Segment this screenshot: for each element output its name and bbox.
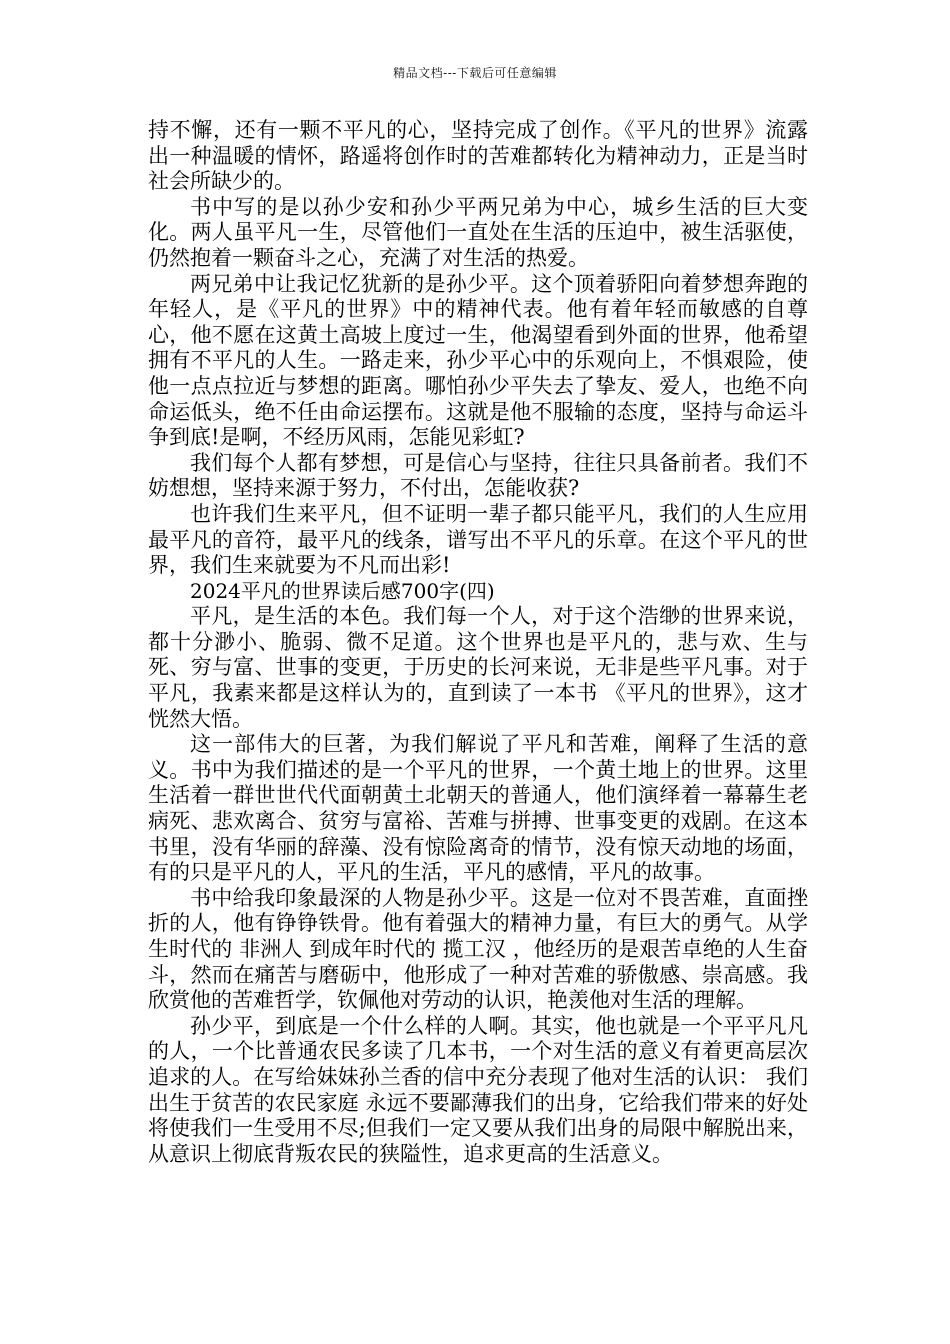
paragraph: 书中写的是以孙少安和孙少平两兄弟为中心，城乡生活的巨大变化。两人虽平凡一生，尽管他们一直处在生活的压迫中，被生活驱使，仍然抱着一颗奋斗之心，充满了对生活的热爱。 bbox=[148, 194, 808, 270]
document-body bbox=[148, 118, 808, 1167]
paragraph: 孙少平，到底是一个什么样的人啊。其实，他也就是一个平平凡凡的人，一个比普通农民多读了几本书，一个对生活的意义有着更高层次追求的人。在写给妹妹孙兰香的信中充分表现了他对生活的认识： 我们出生于贫苦的农民家庭 永远不要鄙薄我们的出身，它给我们带来的好处将使我们一生受用不尽;但我们一定又要从我们出身的局限中解脱出来，从意识上彻底背叛农民的狭隘性，追求更高的生活意义。 bbox=[148, 1013, 808, 1166]
paragraph: 两兄弟中让我记忆犹新的是孙少平。这个顶着骄阳向着梦想奔跑的年轻人，是《平凡的世界》中的精神代表。他有着年轻而敏感的自尊心，他不愿在这黄土高坡上度过一生，他渴望看到外面的世界，他希望拥有不平凡的人生。一路走来，孙少平心中的乐观向上，不惧艰险，使他一点点拉近与梦想的距离。哪怕孙少平失去了挚友、爱人，也绝不向命运低头，绝不任由命运摆布。这就是他不服输的态度，坚持与命运斗争到底!是啊，不经历风雨，怎能见彩虹? bbox=[148, 271, 808, 450]
paragraph: 这一部伟大的巨著，为我们解说了平凡和苦难，阐释了生活的意义。书中为我们描述的是一个平凡的世界，一个黄土地上的世界。这里生活着一群世世代代面朝黄土北朝天的普通人，他们演绎着一幕幕生老病死、悲欢离合、贫穷与富裕、苦难与拼搏、世事变更的戏剧。在这本书里，没有华丽的辞藻、没有惊险离奇的情节，没有惊天动地的场面，有的只是平凡的人，平凡的生活，平凡的感情，平凡的故事。 bbox=[148, 732, 808, 885]
paragraph: 也许我们生来平凡，但不证明一辈子都只能平凡，我们的人生应用最平凡的音符，最平凡的线条，谱写出不平凡的乐章。在这个平凡的世界，我们生来就要为不凡而出彩! bbox=[148, 501, 808, 578]
section-heading: 2024平凡的世界读后感700字(四) bbox=[190, 578, 495, 603]
page-header: 精品文档---下载后可任意编辑 bbox=[393, 66, 557, 80]
paragraph-continuation: 持不懈，还有一颗不平凡的心，坚持完成了创作。《平凡的世界》流露出一种温暖的情怀，路遥将创作时的苦难都转化为精神动力，正是当时社会所缺少的。 bbox=[148, 118, 808, 194]
paragraph: 书中给我印象最深的人物是孙少平。这是一位对不畏苦难，直面挫折的人，他有铮铮铁骨。他有着强大的精神力量，有巨大的勇气。从学生时代的 非洲人 到成年时代的 揽工汉 ，他经历的是艰苦卓绝的人生奋斗，然而在痛苦与磨砺中，他形成了一种对苦难的骄傲感、崇高感。我欣赏他的苦难哲学，钦佩他对劳动的认识，艳羡他对生活的理解。 bbox=[148, 885, 808, 1013]
paragraph: 我们每个人都有梦想，可是信心与坚持，往往只具备前者。我们不妨想想，坚持来源于努力，不付出，怎能收获? bbox=[148, 450, 808, 501]
paragraph: 平凡，是生活的本色。我们每一个人，对于这个浩缈的世界来说，都十分渺小、脆弱、微不足道。这个世界也是平凡的，悲与欢、生与死、穷与富、世事的变更，于历史的长河来说，无非是些平凡事。对于平凡，我素来都是这样认为的，直到读了一本书 《平凡的世界》，这才恍然大悟。 bbox=[148, 604, 808, 731]
